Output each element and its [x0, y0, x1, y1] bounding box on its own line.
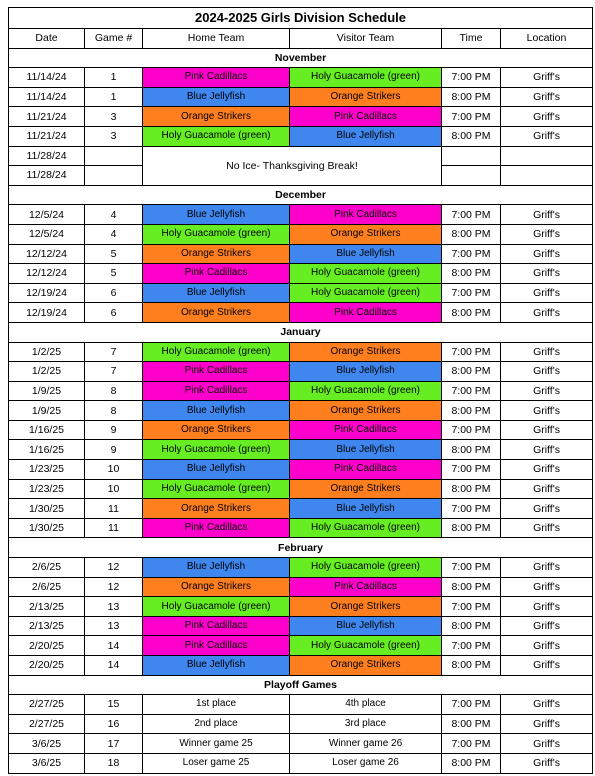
time-cell: 7:00 PM [442, 68, 501, 88]
time-cell: 7:00 PM [442, 558, 501, 578]
home-team-cell: 2nd place [143, 714, 290, 734]
date-cell: 1/2/25 [9, 362, 85, 382]
date-cell: 11/21/24 [9, 126, 85, 146]
date-cell: 12/12/24 [9, 264, 85, 284]
home-team-cell: Orange Strikers [143, 577, 290, 597]
date-cell: 1/23/25 [9, 479, 85, 499]
visitor-team-cell: Orange Strikers [290, 342, 442, 362]
date-cell: 1/2/25 [9, 342, 85, 362]
game-cell [85, 166, 143, 186]
location-cell: Griff's [501, 577, 593, 597]
visitor-team-cell: Holy Guacamole (green) [290, 636, 442, 656]
schedule-row [9, 460, 593, 480]
time-cell: 7:00 PM [442, 597, 501, 617]
time-cell: 7:00 PM [442, 460, 501, 480]
schedule-row [9, 695, 593, 715]
game-cell: 7 [85, 342, 143, 362]
time-cell: 7:00 PM [442, 381, 501, 401]
location-cell: Griff's [501, 401, 593, 421]
date-cell: 11/28/24 [9, 146, 85, 166]
home-team-cell: Orange Strikers [143, 244, 290, 264]
location-cell: Griff's [501, 440, 593, 460]
section-header-row [9, 675, 593, 695]
schedule-row [9, 753, 593, 773]
home-team-cell: Blue Jellyfish [143, 656, 290, 676]
time-cell: 7:00 PM [442, 636, 501, 656]
column-header-time: Time [442, 29, 501, 49]
section-header-row [9, 48, 593, 68]
time-cell: 8:00 PM [442, 126, 501, 146]
location-cell: Griff's [501, 303, 593, 323]
time-cell: 8:00 PM [442, 714, 501, 734]
section-title: January [9, 322, 593, 342]
game-cell: 17 [85, 734, 143, 754]
location-cell: Griff's [501, 342, 593, 362]
date-cell: 2/27/25 [9, 714, 85, 734]
column-header-home-team: Home Team [143, 29, 290, 49]
time-cell: 8:00 PM [442, 401, 501, 421]
visitor-team-cell: Pink Cadillacs [290, 205, 442, 225]
schedule-row [9, 264, 593, 284]
location-cell: Griff's [501, 616, 593, 636]
time-cell: 7:00 PM [442, 205, 501, 225]
date-cell: 11/21/24 [9, 107, 85, 127]
schedule-body [9, 48, 593, 773]
visitor-team-cell: Orange Strikers [290, 656, 442, 676]
home-team-cell: Blue Jellyfish [143, 87, 290, 107]
location-cell: Griff's [501, 283, 593, 303]
location-cell: Griff's [501, 381, 593, 401]
schedule-row [9, 68, 593, 88]
schedule-row [9, 479, 593, 499]
schedule-row [9, 734, 593, 754]
visitor-team-cell: Holy Guacamole (green) [290, 68, 442, 88]
visitor-team-cell: Loser game 26 [290, 753, 442, 773]
visitor-team-cell: Blue Jellyfish [290, 616, 442, 636]
schedule-row [9, 107, 593, 127]
schedule-row [9, 126, 593, 146]
location-cell: Griff's [501, 126, 593, 146]
date-cell: 12/5/24 [9, 205, 85, 225]
game-cell: 12 [85, 558, 143, 578]
time-cell: 7:00 PM [442, 283, 501, 303]
game-cell: 10 [85, 460, 143, 480]
visitor-team-cell: Holy Guacamole (green) [290, 264, 442, 284]
home-team-cell: Blue Jellyfish [143, 401, 290, 421]
home-team-cell: Pink Cadillacs [143, 68, 290, 88]
home-team-cell: Pink Cadillacs [143, 616, 290, 636]
home-team-cell: Pink Cadillacs [143, 518, 290, 538]
schedule-row [9, 146, 593, 166]
home-team-cell: Holy Guacamole (green) [143, 597, 290, 617]
visitor-team-cell: Pink Cadillacs [290, 303, 442, 323]
visitor-team-cell: Holy Guacamole (green) [290, 283, 442, 303]
home-team-cell: Holy Guacamole (green) [143, 342, 290, 362]
time-cell: 7:00 PM [442, 695, 501, 715]
home-team-cell: Blue Jellyfish [143, 558, 290, 578]
location-cell: Griff's [501, 597, 593, 617]
section-title: February [9, 538, 593, 558]
date-cell: 1/23/25 [9, 460, 85, 480]
home-team-cell: Blue Jellyfish [143, 460, 290, 480]
visitor-team-cell: Blue Jellyfish [290, 499, 442, 519]
visitor-team-cell: Pink Cadillacs [290, 460, 442, 480]
schedule-row [9, 401, 593, 421]
time-cell: 8:00 PM [442, 479, 501, 499]
date-cell: 2/20/25 [9, 636, 85, 656]
visitor-team-cell: 4th place [290, 695, 442, 715]
game-cell: 5 [85, 244, 143, 264]
column-header-location: Location [501, 29, 593, 49]
schedule-row [9, 714, 593, 734]
location-cell: Griff's [501, 479, 593, 499]
game-cell: 1 [85, 87, 143, 107]
location-cell: Griff's [501, 224, 593, 244]
section-header-row [9, 538, 593, 558]
location-cell: Griff's [501, 87, 593, 107]
visitor-team-cell: Winner game 26 [290, 734, 442, 754]
column-header-game: Game # [85, 29, 143, 49]
date-cell: 2/6/25 [9, 577, 85, 597]
home-team-cell: Blue Jellyfish [143, 283, 290, 303]
home-team-cell: Winner game 25 [143, 734, 290, 754]
game-cell: 1 [85, 68, 143, 88]
game-cell: 11 [85, 499, 143, 519]
date-cell: 11/14/24 [9, 87, 85, 107]
home-team-cell: Orange Strikers [143, 499, 290, 519]
column-header-visitor-team: Visitor Team [290, 29, 442, 49]
home-team-cell: 1st place [143, 695, 290, 715]
schedule-row [9, 342, 593, 362]
visitor-team-cell: Blue Jellyfish [290, 440, 442, 460]
visitor-team-cell: Holy Guacamole (green) [290, 518, 442, 538]
schedule-row [9, 616, 593, 636]
schedule-row [9, 205, 593, 225]
home-team-cell: Pink Cadillacs [143, 636, 290, 656]
game-cell: 13 [85, 597, 143, 617]
date-cell: 2/6/25 [9, 558, 85, 578]
time-cell: 8:00 PM [442, 362, 501, 382]
schedule-row [9, 577, 593, 597]
visitor-team-cell: Pink Cadillacs [290, 420, 442, 440]
time-cell: 7:00 PM [442, 499, 501, 519]
home-team-cell: Pink Cadillacs [143, 362, 290, 382]
visitor-team-cell: Blue Jellyfish [290, 244, 442, 264]
game-cell: 11 [85, 518, 143, 538]
note-cell: No Ice- Thanksgiving Break! [143, 146, 442, 185]
time-cell: 8:00 PM [442, 264, 501, 284]
schedule-row [9, 440, 593, 460]
location-cell: Griff's [501, 734, 593, 754]
game-cell: 8 [85, 381, 143, 401]
home-team-cell: Blue Jellyfish [143, 205, 290, 225]
time-cell: 8:00 PM [442, 518, 501, 538]
time-cell: 8:00 PM [442, 577, 501, 597]
date-cell: 2/13/25 [9, 597, 85, 617]
schedule-row [9, 244, 593, 264]
visitor-team-cell: Pink Cadillacs [290, 577, 442, 597]
date-cell: 2/13/25 [9, 616, 85, 636]
schedule-row [9, 558, 593, 578]
location-cell: Griff's [501, 499, 593, 519]
visitor-team-cell: Pink Cadillacs [290, 107, 442, 127]
home-team-cell: Holy Guacamole (green) [143, 126, 290, 146]
home-team-cell: Holy Guacamole (green) [143, 479, 290, 499]
date-cell: 3/6/25 [9, 734, 85, 754]
column-header-row [9, 29, 593, 49]
location-cell: Griff's [501, 695, 593, 715]
time-cell: 8:00 PM [442, 440, 501, 460]
time-cell [442, 146, 501, 166]
time-cell: 8:00 PM [442, 616, 501, 636]
game-cell: 8 [85, 401, 143, 421]
game-cell: 3 [85, 107, 143, 127]
date-cell: 1/9/25 [9, 381, 85, 401]
date-cell: 1/30/25 [9, 518, 85, 538]
schedule-table [8, 7, 593, 774]
location-cell: Griff's [501, 362, 593, 382]
game-cell: 9 [85, 440, 143, 460]
game-cell: 10 [85, 479, 143, 499]
schedule-row [9, 381, 593, 401]
game-cell [85, 146, 143, 166]
date-cell: 3/6/25 [9, 753, 85, 773]
location-cell [501, 146, 593, 166]
time-cell: 8:00 PM [442, 303, 501, 323]
section-title: Playoff Games [9, 675, 593, 695]
time-cell: 7:00 PM [442, 244, 501, 264]
date-cell: 2/27/25 [9, 695, 85, 715]
time-cell: 8:00 PM [442, 87, 501, 107]
visitor-team-cell: Blue Jellyfish [290, 362, 442, 382]
game-cell: 4 [85, 224, 143, 244]
schedule-row [9, 283, 593, 303]
schedule-row [9, 420, 593, 440]
date-cell: 1/16/25 [9, 420, 85, 440]
location-cell: Griff's [501, 68, 593, 88]
schedule-row [9, 636, 593, 656]
time-cell: 7:00 PM [442, 342, 501, 362]
home-team-cell: Pink Cadillacs [143, 381, 290, 401]
location-cell: Griff's [501, 205, 593, 225]
game-cell: 4 [85, 205, 143, 225]
home-team-cell: Holy Guacamole (green) [143, 440, 290, 460]
game-cell: 15 [85, 695, 143, 715]
section-title: December [9, 185, 593, 205]
column-header-date: Date [9, 29, 85, 49]
location-cell: Griff's [501, 558, 593, 578]
game-cell: 7 [85, 362, 143, 382]
visitor-team-cell: Orange Strikers [290, 224, 442, 244]
date-cell: 1/9/25 [9, 401, 85, 421]
date-cell: 12/12/24 [9, 244, 85, 264]
game-cell: 16 [85, 714, 143, 734]
visitor-team-cell: Holy Guacamole (green) [290, 381, 442, 401]
date-cell: 11/14/24 [9, 68, 85, 88]
visitor-team-cell: 3rd place [290, 714, 442, 734]
location-cell: Griff's [501, 714, 593, 734]
home-team-cell: Holy Guacamole (green) [143, 224, 290, 244]
date-cell: 1/16/25 [9, 440, 85, 460]
date-cell: 12/19/24 [9, 283, 85, 303]
schedule-row [9, 303, 593, 323]
home-team-cell: Orange Strikers [143, 303, 290, 323]
time-cell [442, 166, 501, 186]
date-cell: 1/30/25 [9, 499, 85, 519]
date-cell: 11/28/24 [9, 166, 85, 186]
location-cell: Griff's [501, 656, 593, 676]
location-cell: Griff's [501, 107, 593, 127]
schedule-title: 2024-2025 Girls Division Schedule [9, 8, 593, 29]
schedule-row [9, 518, 593, 538]
game-cell: 14 [85, 656, 143, 676]
home-team-cell: Loser game 25 [143, 753, 290, 773]
date-cell: 2/20/25 [9, 656, 85, 676]
section-title: November [9, 48, 593, 68]
game-cell: 12 [85, 577, 143, 597]
time-cell: 7:00 PM [442, 420, 501, 440]
visitor-team-cell: Blue Jellyfish [290, 126, 442, 146]
section-header-row [9, 185, 593, 205]
time-cell: 7:00 PM [442, 107, 501, 127]
location-cell: Griff's [501, 636, 593, 656]
date-cell: 12/5/24 [9, 224, 85, 244]
date-cell: 12/19/24 [9, 303, 85, 323]
time-cell: 8:00 PM [442, 656, 501, 676]
schedule-row [9, 224, 593, 244]
game-cell: 3 [85, 126, 143, 146]
location-cell: Griff's [501, 244, 593, 264]
visitor-team-cell: Orange Strikers [290, 597, 442, 617]
game-cell: 14 [85, 636, 143, 656]
location-cell: Griff's [501, 753, 593, 773]
location-cell [501, 166, 593, 186]
schedule-row [9, 499, 593, 519]
home-team-cell: Orange Strikers [143, 107, 290, 127]
visitor-team-cell: Holy Guacamole (green) [290, 558, 442, 578]
schedule-row [9, 656, 593, 676]
location-cell: Griff's [501, 264, 593, 284]
game-cell: 18 [85, 753, 143, 773]
game-cell: 5 [85, 264, 143, 284]
time-cell: 8:00 PM [442, 753, 501, 773]
home-team-cell: Orange Strikers [143, 420, 290, 440]
game-cell: 6 [85, 303, 143, 323]
visitor-team-cell: Orange Strikers [290, 87, 442, 107]
game-cell: 13 [85, 616, 143, 636]
schedule-row [9, 87, 593, 107]
location-cell: Griff's [501, 420, 593, 440]
home-team-cell: Pink Cadillacs [143, 264, 290, 284]
visitor-team-cell: Orange Strikers [290, 479, 442, 499]
schedule-row [9, 597, 593, 617]
time-cell: 8:00 PM [442, 224, 501, 244]
schedule-row [9, 362, 593, 382]
game-cell: 9 [85, 420, 143, 440]
visitor-team-cell: Orange Strikers [290, 401, 442, 421]
time-cell: 7:00 PM [442, 734, 501, 754]
game-cell: 6 [85, 283, 143, 303]
location-cell: Griff's [501, 518, 593, 538]
location-cell: Griff's [501, 460, 593, 480]
section-header-row [9, 322, 593, 342]
